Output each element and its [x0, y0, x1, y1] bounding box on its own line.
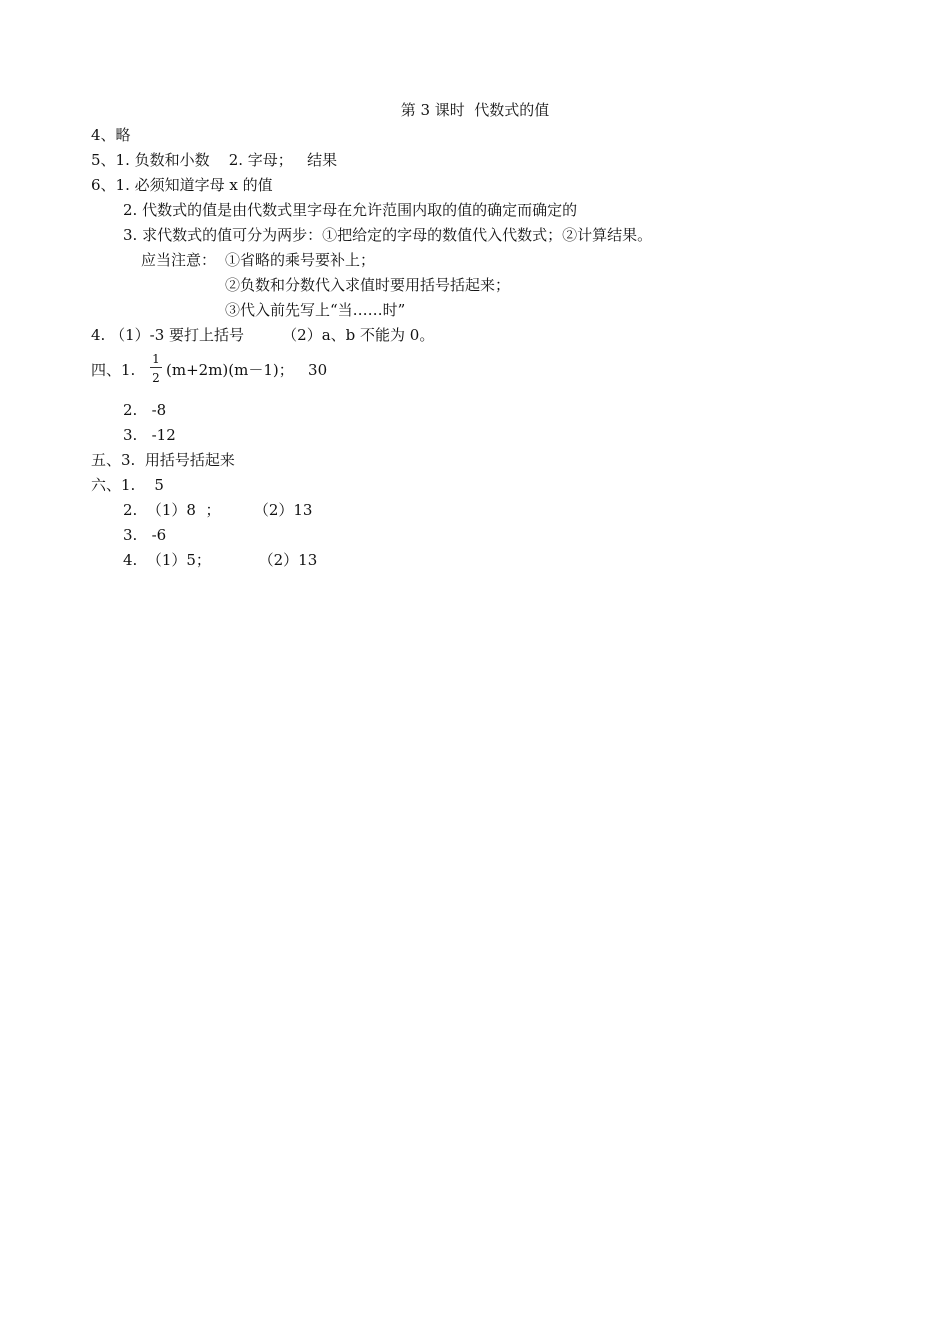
answer-line-6: 6、1. 必须知道字母 x 的值 [91, 176, 273, 194]
section-six-item-3: 3. -6 [123, 526, 167, 544]
answer-line-6-3: 3. 求代数式的值可分为两步：①把给定的字母的数值代入代数式；②计算结果。 [123, 226, 653, 244]
section-five-item-3: 五、3. 用括号括起来 [91, 451, 235, 469]
note-item-1: ①省略的乘号要补上； [225, 251, 376, 269]
section-six-item-1: 六、1. 5 [91, 476, 164, 494]
answer-line-4: 4、略 [91, 126, 131, 144]
section-four-item-3: 3. -12 [123, 426, 176, 444]
fraction-denominator: 2 [152, 371, 160, 385]
note-label: 应当注意： [141, 251, 217, 269]
section-six-item-2: 2. （1）8 ； （2）13 [123, 501, 313, 519]
fraction-numerator: 1 [152, 352, 160, 366]
answer-line-4b: 4. （1）-3 要打上括号 （2）a、b 不能为 0。 [91, 326, 435, 344]
answer-line-6-2: 2. 代数式的值是由代数式里字母在允许范围内取的值的确定而确定的 [123, 201, 578, 219]
page-title: 第 3 课时 代数式的值 [400, 101, 550, 119]
section-six-item-4: 4. （1）5； （2）13 [123, 551, 318, 569]
section-four-expression: (m+2m)(m－1)； 30 [166, 361, 328, 379]
note-item-2: ②负数和分数代入求值时要用括号括起来； [225, 276, 511, 294]
note-item-3: ③代入前先写上“当……时” [225, 301, 406, 319]
section-four-prefix: 四、1. [91, 361, 136, 379]
fraction-bar [150, 367, 162, 368]
section-four-item-2: 2. -8 [123, 401, 167, 419]
answer-line-5: 5、1. 负数和小数 2. 字母； 结果 [91, 151, 338, 169]
